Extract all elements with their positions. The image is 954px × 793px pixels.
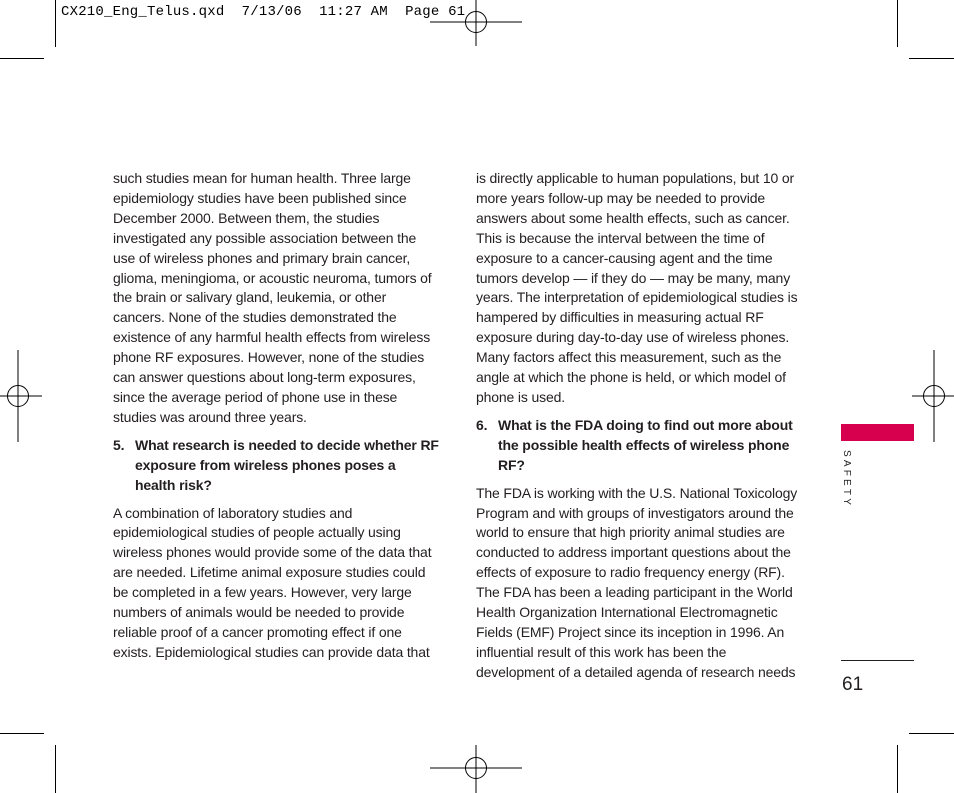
question-5-number: 5. [113,436,125,453]
left-paragraph-1: such studies mean for human health. Three large epidemiology studies have been published since December 2000. Between them, the studies investigated any possible association between the use of wireless phones and primary brain cancer, glioma, meningioma, or acoustic neuroma, tumors of the brain or salivary gland, leukemia, or other cancers. None of the studies demonstrated the existence of any harmful health effects from wireless phone RF exposures. However, none of the studies can answer questions about long-term exposures, since the average period of phone use in these studies was around three years. [113,170,432,425]
section-tab [841,424,914,441]
slug-page: Page 61 [405,4,466,20]
slug-time: 11:27 AM [319,4,388,20]
folio-rule [841,660,914,661]
slug-date: 7/13/06 [241,4,302,20]
left-column [113,169,439,671]
right-column [476,169,806,691]
section-label: SAFETY [841,450,852,509]
question-6-number: 6. [476,416,488,433]
question-5-text: What research is needed to decide whether RF exposure from wireless phones poses a health risk? [135,436,439,493]
registration-mark-right [912,350,954,442]
question-6-text: What is the FDA doing to find out more about the possible health effects of wireless phone RF? [498,416,793,473]
right-paragraph-1: is directly applicable to human populations, but 10 or more years follow-up may be needed to provide answers about some health effects, such as cancer. This is because the interval between the time of exposure to a cancer-causing agent and the time tumors develop — if they do — may be many, many years. The interpretation of epidemiological studies is hampered by difficulties in measuring actual RF exposure during day-to-day use of wireless phones. Many factors affect this measurement, such as the angle at which the phone is held, or which model of phone is used. [476,170,798,405]
question-6-heading [476,416,806,476]
left-paragraph-2: A combination of laboratory studies and epidemiological studies of people actually using wireless phones would provide some of the data that are needed. Lifetime animal exposure studies could be completed in a few years. However, very large numbers of animals would be needed to provide reliable proof of a cancer promoting effect if one exists. Epidemiological studies can provide data that [113,504,432,660]
registration-mark-left [0,350,42,442]
registration-mark-bottom [430,745,522,793]
page-number: 61 [842,674,864,695]
question-5-heading [113,436,439,496]
registration-mark-top [430,0,522,46]
slug-file: CX210_Eng_Telus.qxd [61,4,225,20]
right-paragraph-2: The FDA is working with the U.S. National Toxicology Program and with groups of investigators around the world to ensure that high priority animal studies are conducted to address important questions about the effects of exposure to radio frequency energy (RF). The FDA has been a leading participant in the World Health Organization International Electromagnetic Fields (EMF) Project since its inception in 1996. An influential result of this work has been the development of a detailed agenda of research needs [476,484,798,680]
